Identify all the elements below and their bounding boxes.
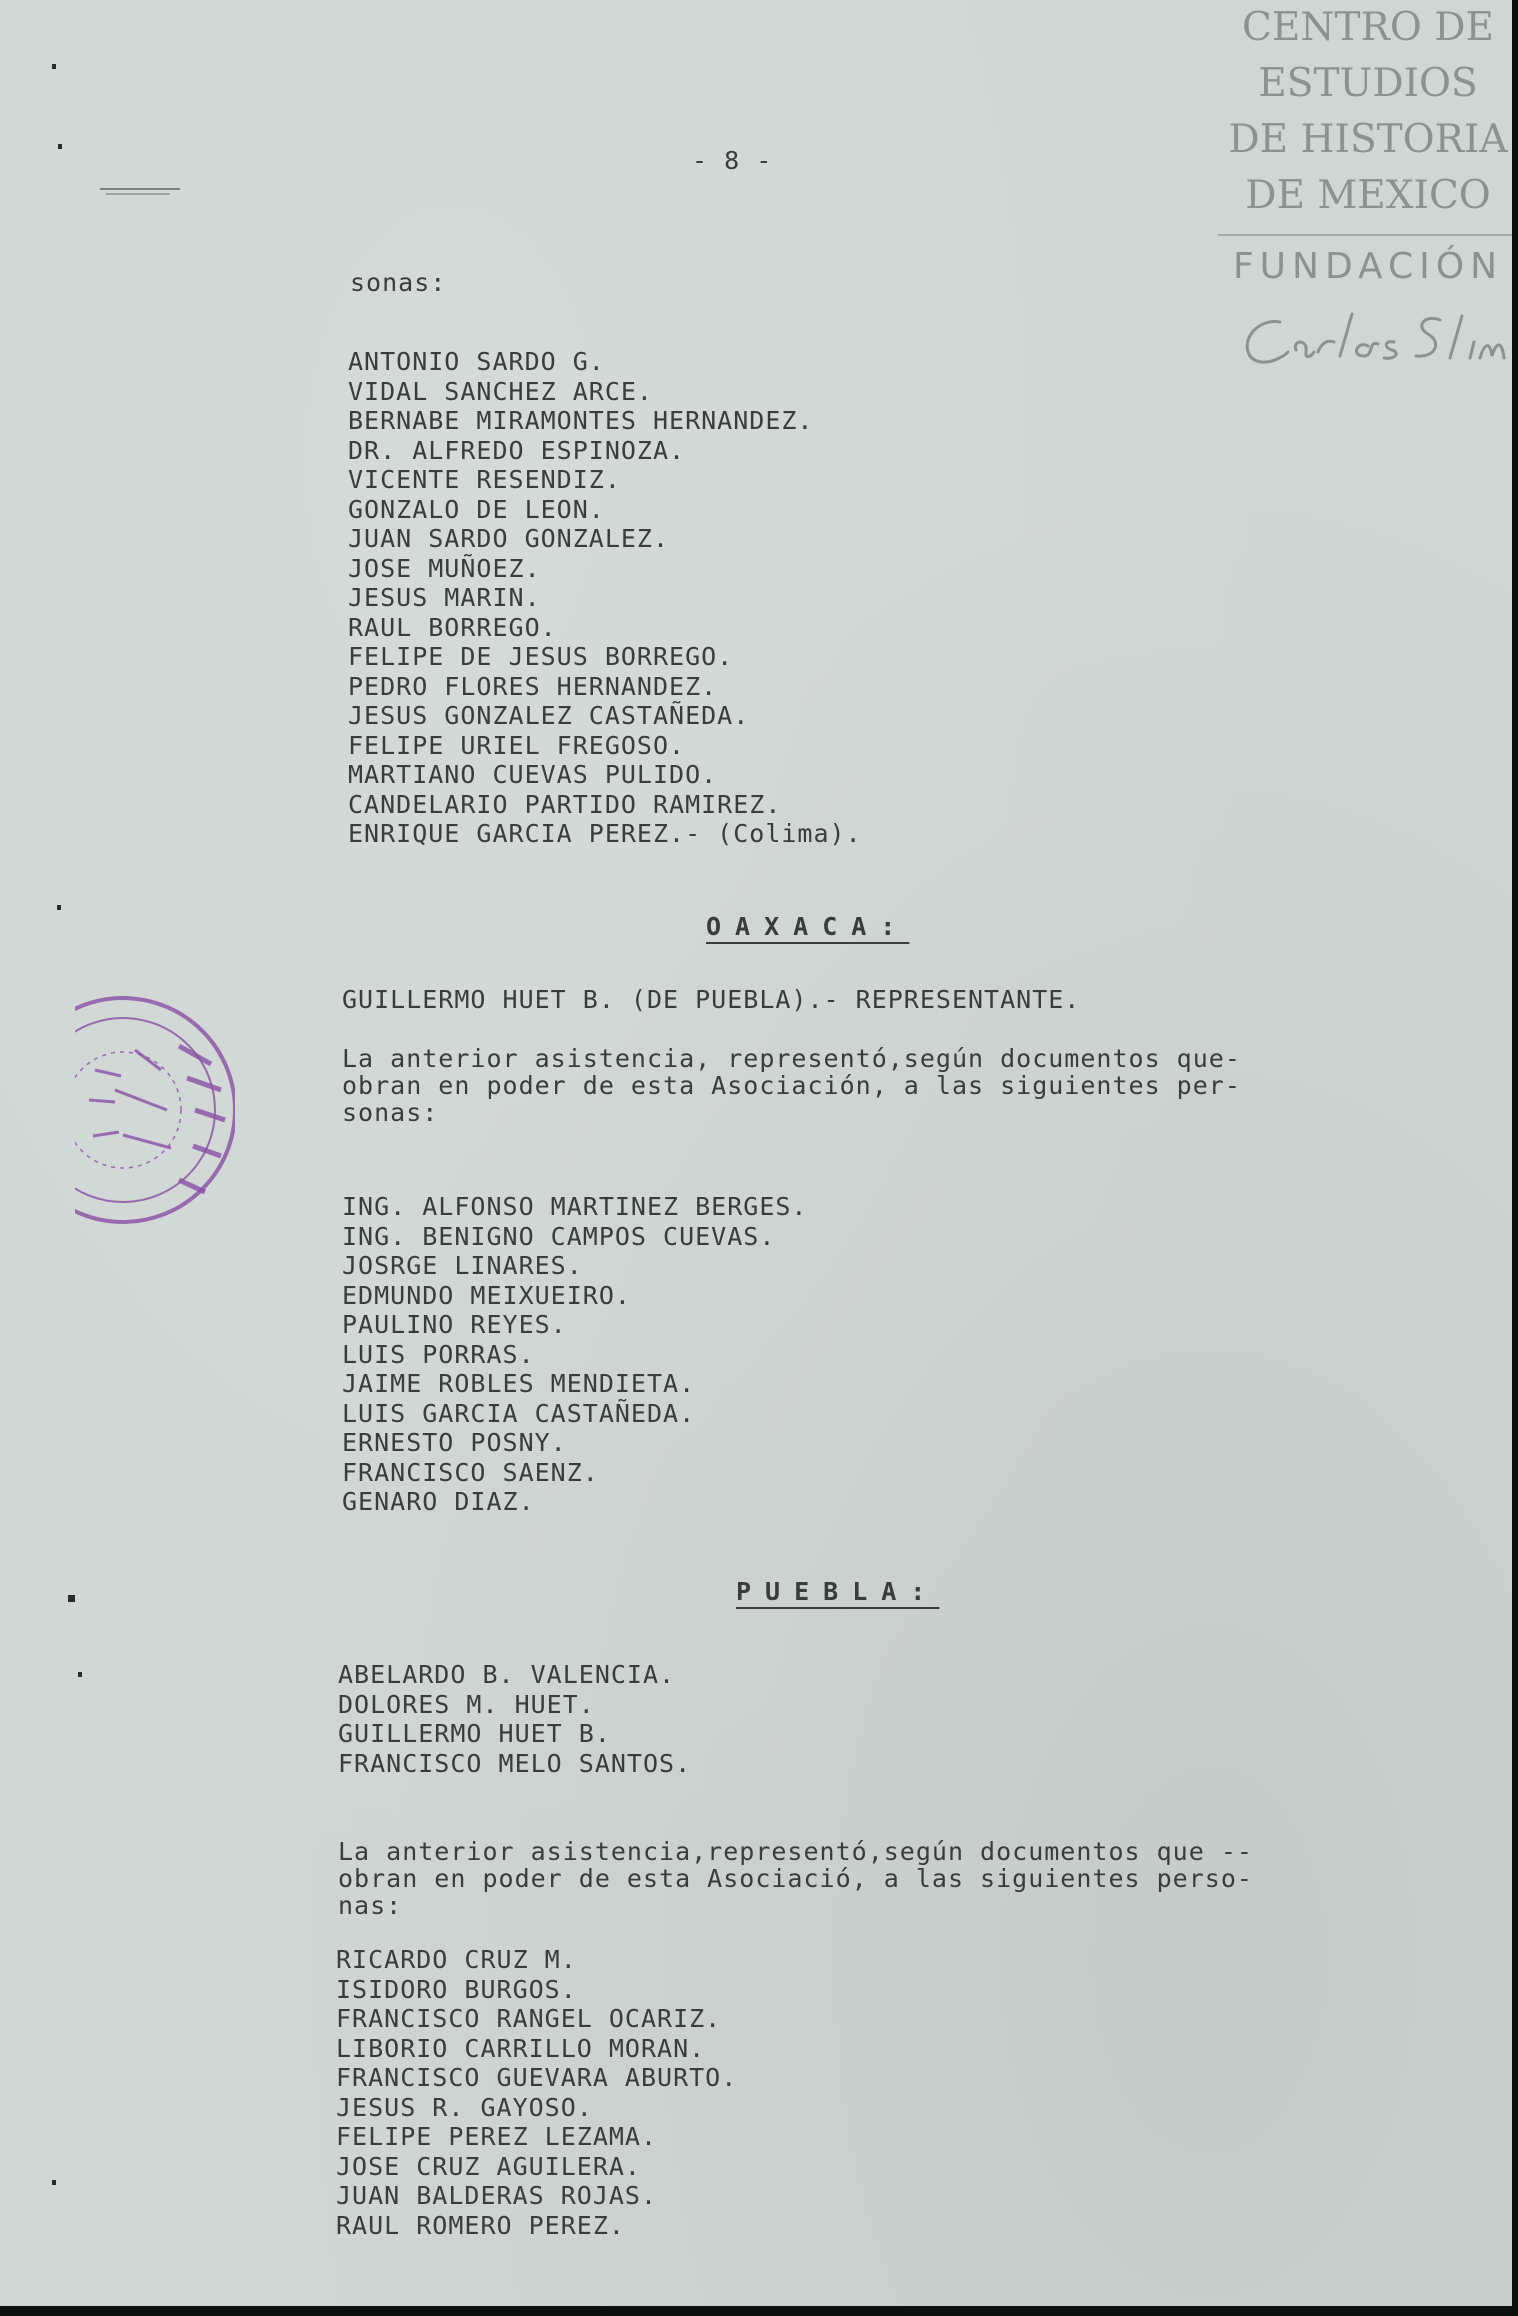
list-item: VICENTE RESENDIZ. bbox=[348, 465, 621, 494]
list-item: JOSRGE LINARES. bbox=[342, 1251, 583, 1280]
margin-dash-mark bbox=[100, 186, 180, 196]
list-item: JESUS R. GAYOSO. bbox=[336, 2092, 593, 2122]
margin-speck bbox=[78, 1672, 82, 1677]
list-item: FRANCISCO MELO SANTOS. bbox=[338, 1748, 692, 1778]
list-item: ISIDORO BURGOS. bbox=[336, 1974, 577, 2004]
list-item: JESUS GONZALEZ CASTAÑEDA. bbox=[348, 701, 750, 730]
watermark-line-2: ESTUDIOS bbox=[1258, 61, 1478, 106]
paragraph-line: obran en poder de esta Asociació, a las siguientes perso- bbox=[338, 1864, 1253, 1893]
list-item: JOSE MUÑOEZ. bbox=[348, 553, 541, 583]
list-item: GUILLERMO HUET B. bbox=[338, 1719, 611, 1748]
list-item: FELIPE PEREZ LEZAMA. bbox=[336, 2122, 658, 2151]
attendee-list-colima bbox=[348, 347, 862, 849]
margin-speck bbox=[68, 1595, 75, 1602]
list-item: LIBORIO CARRILLO MORAN. bbox=[336, 2033, 706, 2063]
paragraph-line: nas: bbox=[338, 1891, 403, 1920]
list-item: RAUL ROMERO PEREZ. bbox=[336, 2210, 625, 2240]
list-item: FRANCISCO SAENZ. bbox=[342, 1457, 599, 1487]
list-item: FELIPE URIEL FREGOSO. bbox=[348, 730, 686, 760]
list-item: ING. ALFONSO MARTINEZ BERGES. bbox=[342, 1192, 808, 1221]
watermark-signature-logo bbox=[1218, 300, 1512, 380]
archive-watermark bbox=[1218, 0, 1512, 287]
list-item: GONZALO DE LEON. bbox=[348, 494, 605, 524]
list-item: GENARO DIAZ. bbox=[342, 1487, 535, 1516]
list-item: VIDAL SANCHEZ ARCE. bbox=[348, 376, 653, 406]
margin-speck bbox=[58, 144, 62, 149]
list-item: RICARDO CRUZ M. bbox=[336, 1945, 577, 1974]
watermark-rule bbox=[1218, 234, 1512, 236]
attendee-list-puebla bbox=[338, 1660, 691, 1778]
section-heading-puebla: PUEBLA: bbox=[736, 1577, 940, 1606]
list-item: ABELARDO B. VALENCIA. bbox=[338, 1660, 676, 1689]
section-heading-oaxaca: OAXACA: bbox=[706, 912, 910, 941]
list-item: BERNABE MIRAMONTES HERNANDEZ. bbox=[348, 406, 814, 435]
ink-stamp-seal bbox=[75, 960, 235, 1260]
puebla-paragraph bbox=[338, 1838, 1253, 1919]
list-item: ERNESTO POSNY. bbox=[342, 1428, 567, 1457]
represented-list-puebla bbox=[336, 1945, 737, 2240]
page-number: - 8 - bbox=[692, 146, 773, 175]
intro-tail-text: sonas: bbox=[350, 268, 447, 297]
margin-speck bbox=[57, 905, 61, 910]
list-item: LUIS GARCIA CASTAÑEDA. bbox=[342, 1398, 696, 1428]
list-item: ING. BENIGNO CAMPOS CUEVAS. bbox=[342, 1221, 776, 1251]
list-item: DOLORES M. HUET. bbox=[338, 1689, 595, 1719]
attendee-list-oaxaca bbox=[342, 1192, 808, 1517]
paragraph-line: sonas: bbox=[342, 1098, 439, 1127]
margin-speck bbox=[52, 2180, 56, 2185]
paragraph-line: La anterior asistencia, representó,según documentos que- bbox=[342, 1044, 1241, 1073]
list-item: PAULINO REYES. bbox=[342, 1310, 567, 1339]
list-item: JUAN SARDO GONZALEZ. bbox=[348, 524, 670, 553]
list-item: LUIS PORRAS. bbox=[342, 1339, 535, 1369]
list-item: ANTONIO SARDO G. bbox=[348, 347, 605, 376]
watermark-line-3: DE HISTORIA bbox=[1228, 117, 1508, 162]
list-item: JOSE CRUZ AGUILERA. bbox=[336, 2151, 641, 2181]
oaxaca-paragraph bbox=[342, 1045, 1241, 1126]
list-item: DR. ALFREDO ESPINOZA. bbox=[348, 435, 686, 465]
list-item: PEDRO FLORES HERNANDEZ. bbox=[348, 671, 718, 701]
list-item: EDMUNDO MEIXUEIRO. bbox=[342, 1280, 631, 1310]
list-item: FELIPE DE JESUS BORREGO. bbox=[348, 642, 734, 671]
list-item: JUAN BALDERAS ROJAS. bbox=[336, 2181, 658, 2210]
watermark-line-1: CENTRO DE bbox=[1242, 5, 1494, 50]
oaxaca-representative: GUILLERMO HUET B. (DE PUEBLA).- REPRESENTANTE. bbox=[342, 985, 1081, 1014]
list-item: CANDELARIO PARTIDO RAMIREZ. bbox=[348, 789, 782, 819]
list-item: FRANCISCO GUEVARA ABURTO. bbox=[336, 2063, 738, 2092]
list-item: FRANCISCO RANGEL OCARIZ. bbox=[336, 2004, 722, 2033]
watermark-foundation: FUNDACIÓN bbox=[1232, 246, 1504, 287]
list-item: MARTIANO CUEVAS PULIDO. bbox=[348, 760, 718, 789]
watermark-line-4: DE MEXICO bbox=[1245, 173, 1491, 218]
list-item: JESUS MARIN. bbox=[348, 583, 541, 612]
paragraph-line: La anterior asistencia,representó,según documentos que -- bbox=[338, 1837, 1253, 1866]
list-item: RAUL BORREGO. bbox=[348, 612, 557, 642]
list-item: ENRIQUE GARCIA PEREZ.- (Colima). bbox=[348, 819, 862, 848]
list-item: JAIME ROBLES MENDIETA. bbox=[342, 1369, 696, 1398]
margin-speck bbox=[52, 64, 56, 69]
paragraph-line: obran en poder de esta Asociación, a las siguientes per- bbox=[342, 1071, 1241, 1100]
